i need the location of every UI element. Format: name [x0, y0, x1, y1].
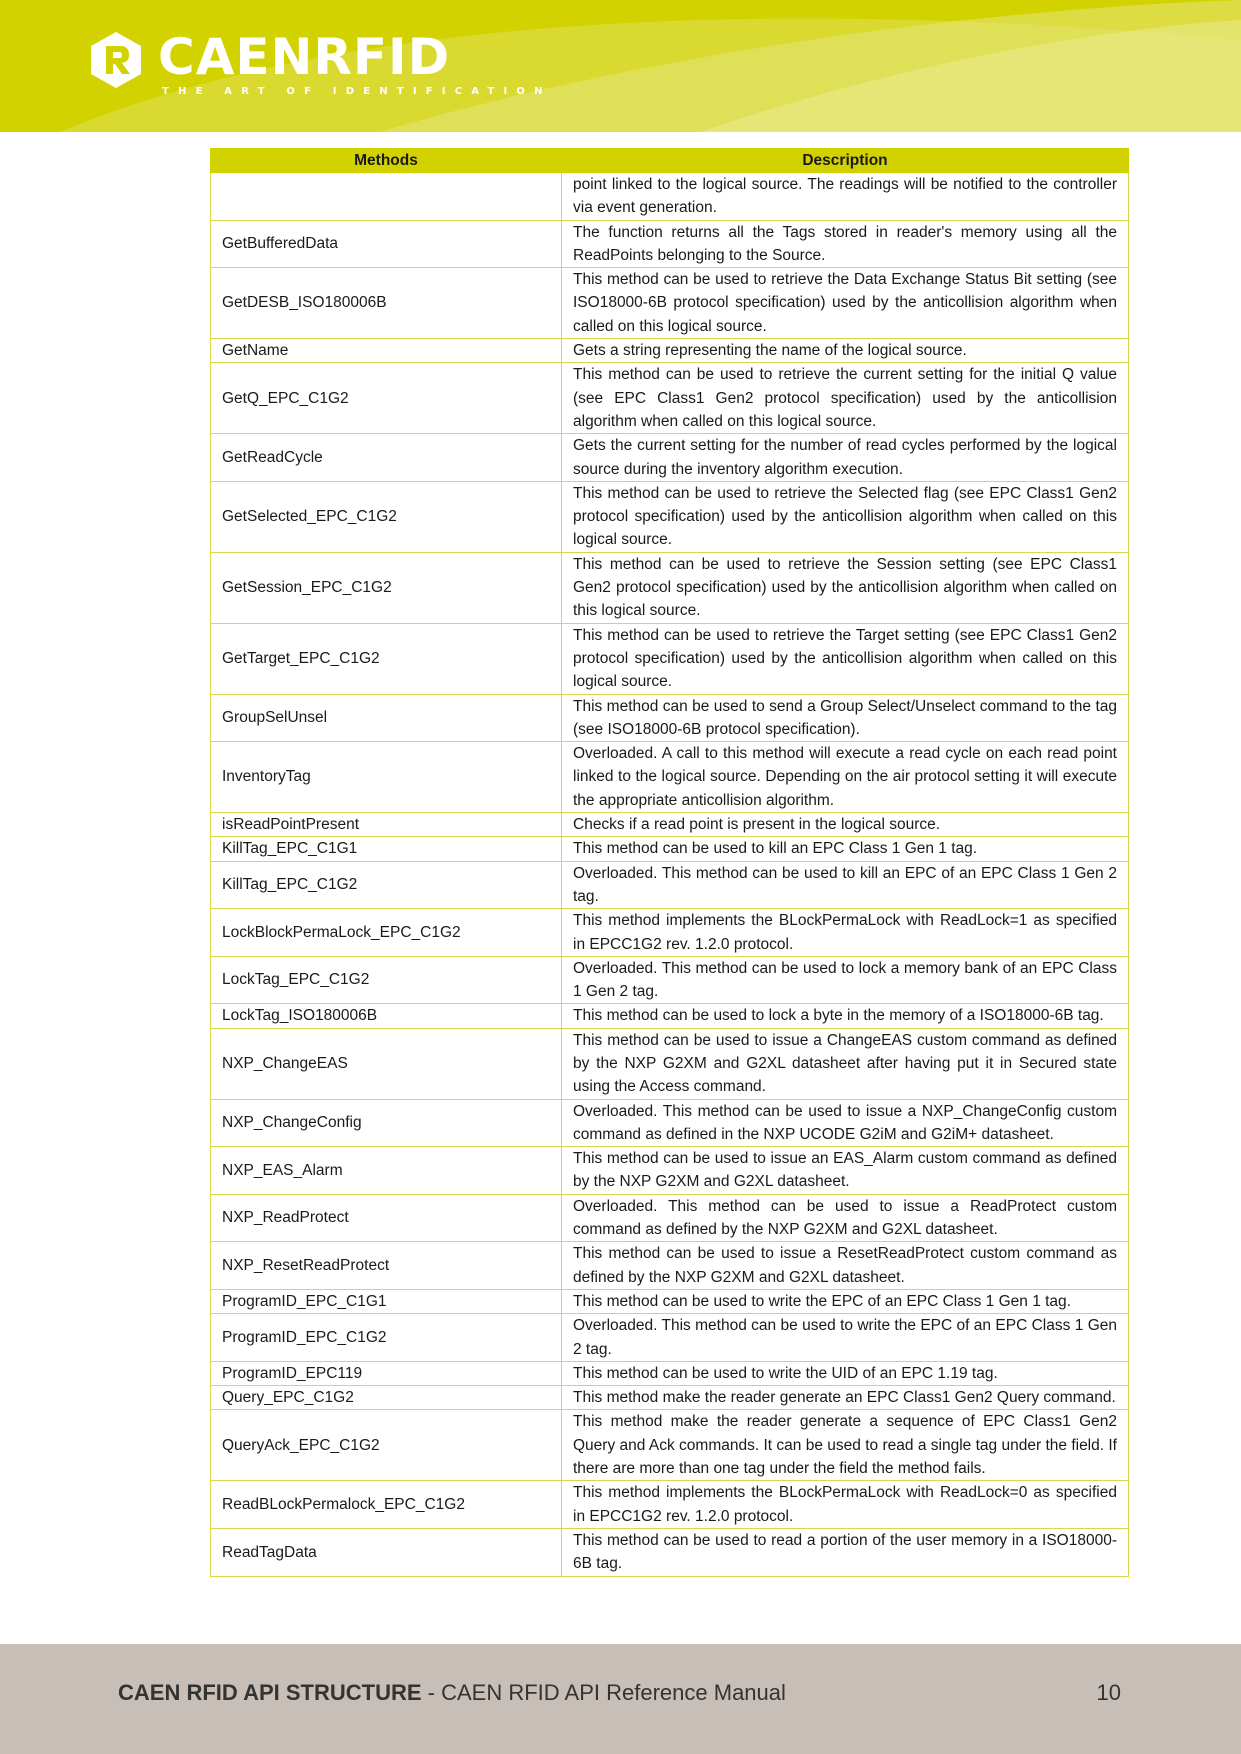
- method-description-cell: This method can be used to retrieve the Selected flag (see EPC Class1 Gen2 protocol specification) used by the anticollision algorithm when called on this logical source.: [562, 481, 1129, 552]
- table-row: [211, 742, 1129, 813]
- method-name-cell: NXP_ResetReadProtect: [211, 1242, 562, 1290]
- method-name-cell: isReadPointPresent: [211, 813, 562, 837]
- method-description-cell: This method implements the BLockPermaLock with ReadLock=0 as specified in EPCC1G2 rev. 1.2.0 protocol.: [562, 1481, 1129, 1529]
- method-name-cell: Query_EPC_C1G2: [211, 1386, 562, 1410]
- table-row: [211, 623, 1129, 694]
- method-name-cell: GetName: [211, 339, 562, 363]
- method-name-cell: ProgramID_EPC_C1G2: [211, 1314, 562, 1362]
- table-row: [211, 434, 1129, 482]
- method-description-cell: This method make the reader generate a sequence of EPC Class1 Gen2 Query and Ack commands. It can be used to read a single tag under the field. If there are more than one tag under the field the method fails.: [562, 1410, 1129, 1481]
- table-row: [211, 813, 1129, 837]
- method-name-cell: KillTag_EPC_C1G2: [211, 861, 562, 909]
- method-name-cell: LockTag_EPC_C1G2: [211, 956, 562, 1004]
- method-description-cell: This method can be used to lock a byte in the memory of a ISO18000-6B tag.: [562, 1004, 1129, 1028]
- method-description-cell: This method can be used to issue a ChangeEAS custom command as defined by the NXP G2XM and G2XL datasheet after having put it in Secured state using the Access command.: [562, 1028, 1129, 1099]
- method-name-cell: GetBufferedData: [211, 220, 562, 268]
- footer-separator: -: [421, 1680, 442, 1705]
- method-name-cell: LockTag_ISO180006B: [211, 1004, 562, 1028]
- method-description-cell: This method make the reader generate an EPC Class1 Gen2 Query command.: [562, 1386, 1129, 1410]
- table-row: [211, 268, 1129, 339]
- method-name-cell: ProgramID_EPC_C1G1: [211, 1289, 562, 1313]
- table-row: [211, 1314, 1129, 1362]
- method-description-cell: The function returns all the Tags stored in reader's memory using all the ReadPoints belonging to the Source.: [562, 220, 1129, 268]
- footer-section-name: CAEN RFID API STRUCTURE: [118, 1680, 422, 1705]
- method-name-cell: ReadTagData: [211, 1528, 562, 1576]
- table-row: [211, 1194, 1129, 1242]
- table-row: [211, 363, 1129, 434]
- method-description-cell: Checks if a read point is present in the logical source.: [562, 813, 1129, 837]
- method-description-cell: Overloaded. A call to this method will execute a read cycle on each read point linked to the logical source. Depending on the air protocol setting it will execute the appropriate anticollision algorithm.: [562, 742, 1129, 813]
- method-description-cell: This method can be used to write the EPC of an EPC Class 1 Gen 1 tag.: [562, 1289, 1129, 1313]
- method-description-cell: This method implements the BLockPermaLock with ReadLock=1 as specified in EPCC1G2 rev. 1.2.0 protocol.: [562, 909, 1129, 957]
- method-name-cell: KillTag_EPC_C1G1: [211, 837, 562, 861]
- footer-title: [118, 1680, 786, 1706]
- method-description-cell: This method can be used to read a portion of the user memory in a ISO18000-6B tag.: [562, 1528, 1129, 1576]
- table-row: [211, 861, 1129, 909]
- table-row: [211, 837, 1129, 861]
- method-name-cell: NXP_EAS_Alarm: [211, 1147, 562, 1195]
- table-row: [211, 173, 1129, 221]
- method-name-cell: [211, 173, 562, 221]
- method-description-cell: This method can be used to issue an EAS_Alarm custom command as defined by the NXP G2XM and G2XL datasheet.: [562, 1147, 1129, 1195]
- method-description-cell: Overloaded. This method can be used to write the EPC of an EPC Class 1 Gen 2 tag.: [562, 1314, 1129, 1362]
- column-header-description: Description: [562, 149, 1129, 173]
- table-row: [211, 481, 1129, 552]
- method-name-cell: GroupSelUnsel: [211, 694, 562, 742]
- method-name-cell: NXP_ChangeConfig: [211, 1099, 562, 1147]
- table-row: [211, 339, 1129, 363]
- table-row: [211, 1481, 1129, 1529]
- method-description-cell: This method can be used to write the UID of an EPC 1.19 tag.: [562, 1361, 1129, 1385]
- method-description-cell: Gets a string representing the name of the logical source.: [562, 339, 1129, 363]
- method-name-cell: NXP_ReadProtect: [211, 1194, 562, 1242]
- method-name-cell: GetTarget_EPC_C1G2: [211, 623, 562, 694]
- method-name-cell: InventoryTag: [211, 742, 562, 813]
- method-name-cell: GetReadCycle: [211, 434, 562, 482]
- table-row: [211, 1028, 1129, 1099]
- table-row: [211, 1242, 1129, 1290]
- method-description-cell: This method can be used to kill an EPC Class 1 Gen 1 tag.: [562, 837, 1129, 861]
- footer-manual-name: CAEN RFID API Reference Manual: [441, 1680, 786, 1705]
- method-description-cell: Overloaded. This method can be used to lock a memory bank of an EPC Class 1 Gen 2 tag.: [562, 956, 1129, 1004]
- caenrfid-hexagon-icon: [88, 30, 144, 90]
- table-header-row: [211, 149, 1129, 173]
- method-description-cell: This method can be used to issue a ResetReadProtect custom command as defined by the NXP G2XM and G2XL datasheet.: [562, 1242, 1129, 1290]
- method-description-cell: This method can be used to retrieve the Data Exchange Status Bit setting (see ISO18000-6B protocol specification) used by the anticollision algorithm when called on this logical source.: [562, 268, 1129, 339]
- table-row: [211, 1410, 1129, 1481]
- method-description-cell: This method can be used to retrieve the Session setting (see EPC Class1 Gen2 protocol specification) used by the anticollision algorithm when called on this logical source.: [562, 552, 1129, 623]
- caenrfid-logo: [88, 30, 552, 100]
- table-row: [211, 1147, 1129, 1195]
- table-row: [211, 1386, 1129, 1410]
- column-header-methods: Methods: [211, 149, 562, 173]
- method-name-cell: GetSelected_EPC_C1G2: [211, 481, 562, 552]
- method-description-cell: This method can be used to retrieve the current setting for the initial Q value (see EPC Class1 Gen2 protocol specification) used by the anticollision algorithm when called on this logical source.: [562, 363, 1129, 434]
- table-row: [211, 1004, 1129, 1028]
- method-name-cell: GetQ_EPC_C1G2: [211, 363, 562, 434]
- method-name-cell: LockBlockPermaLock_EPC_C1G2: [211, 909, 562, 957]
- method-description-cell: Overloaded. This method can be used to issue a NXP_ChangeConfig custom command as defined in the NXP UCODE G2iM and G2iM+ datasheet.: [562, 1099, 1129, 1147]
- method-description-cell: point linked to the logical source. The readings will be notified to the controller via event generation.: [562, 173, 1129, 221]
- brand-tagline: THE ART OF IDENTIFICATION: [162, 86, 552, 97]
- method-name-cell: GetDESB_ISO180006B: [211, 268, 562, 339]
- table-body: [211, 173, 1129, 1577]
- page-number: 10: [1096, 1680, 1121, 1705]
- table-row: [211, 909, 1129, 957]
- method-name-cell: GetSession_EPC_C1G2: [211, 552, 562, 623]
- method-description-cell: Overloaded. This method can be used to issue a ReadProtect custom command as defined by the NXP G2XM and G2XL datasheet.: [562, 1194, 1129, 1242]
- table-row: [211, 956, 1129, 1004]
- table-row: [211, 1528, 1129, 1576]
- page-footer: [0, 1644, 1241, 1754]
- table-row: [211, 694, 1129, 742]
- method-description-cell: This method can be used to retrieve the Target setting (see EPC Class1 Gen2 protocol specification) used by the anticollision algorithm when called on this logical source.: [562, 623, 1129, 694]
- table-row: [211, 1289, 1129, 1313]
- table-row: [211, 1361, 1129, 1385]
- table-row: [211, 1099, 1129, 1147]
- method-name-cell: QueryAck_EPC_C1G2: [211, 1410, 562, 1481]
- method-description-cell: This method can be used to send a Group Select/Unselect command to the tag (see ISO18000-6B protocol specification).: [562, 694, 1129, 742]
- method-description-cell: Overloaded. This method can be used to kill an EPC of an EPC Class 1 Gen 2 tag.: [562, 861, 1129, 909]
- method-name-cell: NXP_ChangeEAS: [211, 1028, 562, 1099]
- method-name-cell: ProgramID_EPC119: [211, 1361, 562, 1385]
- method-name-cell: ReadBLockPermalock_EPC_C1G2: [211, 1481, 562, 1529]
- methods-table: [210, 148, 1129, 1577]
- table-row: [211, 552, 1129, 623]
- page-header: [0, 0, 1241, 132]
- method-description-cell: Gets the current setting for the number of read cycles performed by the logical source during the inventory algorithm execution.: [562, 434, 1129, 482]
- table-row: [211, 220, 1129, 268]
- brand-name: CAENRFID: [158, 28, 451, 86]
